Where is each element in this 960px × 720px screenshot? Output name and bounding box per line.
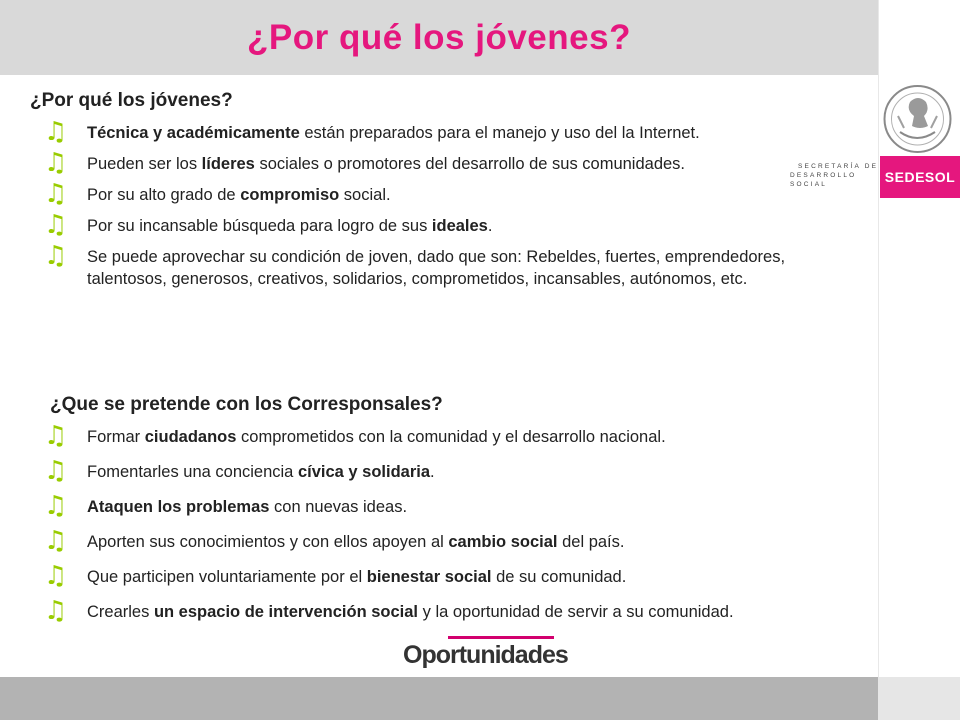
item-text: .	[430, 463, 435, 481]
music-note-icon: ♫	[44, 148, 68, 178]
emphasis-text: bienestar social	[366, 568, 492, 586]
music-note-icon: ♫	[44, 241, 68, 271]
music-note-icon: ♫	[44, 596, 68, 626]
agency-line-2: DESARROLLO SOCIAL	[790, 172, 857, 188]
emphasis-text: Ataquen los problemas	[87, 498, 270, 516]
logo-text-part1: Oport	[403, 641, 467, 669]
item-text: Fomentarles una conciencia	[87, 463, 298, 481]
emphasis-text: cambio social	[448, 533, 558, 551]
list-item	[44, 241, 844, 290]
music-note-icon: ♫	[44, 421, 68, 451]
emphasis-text: Técnica y académicamente	[87, 124, 300, 142]
list-item	[44, 561, 844, 591]
list-item	[44, 179, 844, 209]
item-text: Se puede aprovechar su condición de joven, dado que son: Rebeldes, fuertes, emprendedores, talentosos, generosos, creativos, solidarios, comprometidos, incansables, autónomos, etc.	[87, 248, 786, 288]
why-youth-list	[44, 117, 844, 299]
list-item	[44, 117, 844, 147]
oportunidades-logo	[403, 636, 579, 672]
goals-list	[44, 421, 844, 636]
agency-line-1: SECRETARÍA DE	[798, 163, 879, 170]
item-text: Por su alto grado de	[87, 186, 241, 204]
music-note-icon: ♫	[44, 561, 68, 591]
music-note-icon: ♫	[44, 491, 68, 521]
music-note-icon: ♫	[44, 179, 68, 209]
emphasis-text: ciudadanos	[144, 428, 237, 446]
music-note-icon: ♫	[44, 526, 68, 556]
sedesol-badge: SEDESOL	[880, 156, 960, 198]
logo-accent-line	[448, 636, 554, 639]
footer-bar	[0, 677, 878, 720]
music-note-icon: ♫	[44, 117, 68, 147]
item-text: Por su incansable búsqueda para logro de sus	[87, 217, 432, 235]
item-text: están preparados para el manejo y uso del la Internet.	[299, 124, 700, 142]
item-text: Pueden ser los	[87, 155, 202, 173]
list-item	[44, 148, 844, 178]
list-item	[44, 210, 844, 240]
emphasis-text: cívica y solidaria	[297, 463, 431, 481]
logo-text-part2: unidades	[466, 641, 568, 669]
music-note-icon: ♫	[44, 456, 68, 486]
item-text: Formar	[87, 428, 145, 446]
list-item	[44, 491, 844, 521]
item-text: de su comunidad.	[491, 568, 627, 586]
section-heading-why-youth: ¿Por qué los jóvenes?	[30, 90, 233, 111]
item-text: Aporten sus conocimientos y con ellos apoyen al	[87, 533, 449, 551]
item-text: Crearles	[87, 603, 154, 621]
item-text: y la oportunidad de servir a su comunidad.	[418, 603, 734, 621]
emphasis-text: compromiso	[240, 186, 340, 204]
emphasis-text: un espacio de intervención social	[153, 603, 419, 621]
list-item	[44, 456, 844, 486]
item-text: comprometidos con la comunidad y el desarrollo nacional.	[236, 428, 666, 446]
footer-corner	[878, 677, 960, 720]
item-text: con nuevas ideas.	[269, 498, 408, 516]
list-item	[44, 526, 844, 556]
emphasis-text: ideales	[431, 217, 488, 235]
item-text: .	[487, 217, 493, 235]
mexico-coat-of-arms-icon	[880, 82, 955, 156]
page-title: ¿Por qué los jóvenes?	[247, 18, 631, 57]
music-note-icon: ♫	[44, 210, 68, 240]
item-text: sociales o promotores del desarrollo de sus comunidades.	[254, 155, 686, 173]
section-heading-goals: ¿Que se pretende con los Corresponsales?	[50, 394, 443, 415]
list-item	[44, 421, 844, 451]
item-text: Que participen voluntariamente por el	[87, 568, 367, 586]
item-text: social.	[339, 186, 391, 204]
emphasis-text: líderes	[201, 155, 255, 173]
list-item	[44, 596, 844, 626]
item-text: del país.	[557, 533, 625, 551]
